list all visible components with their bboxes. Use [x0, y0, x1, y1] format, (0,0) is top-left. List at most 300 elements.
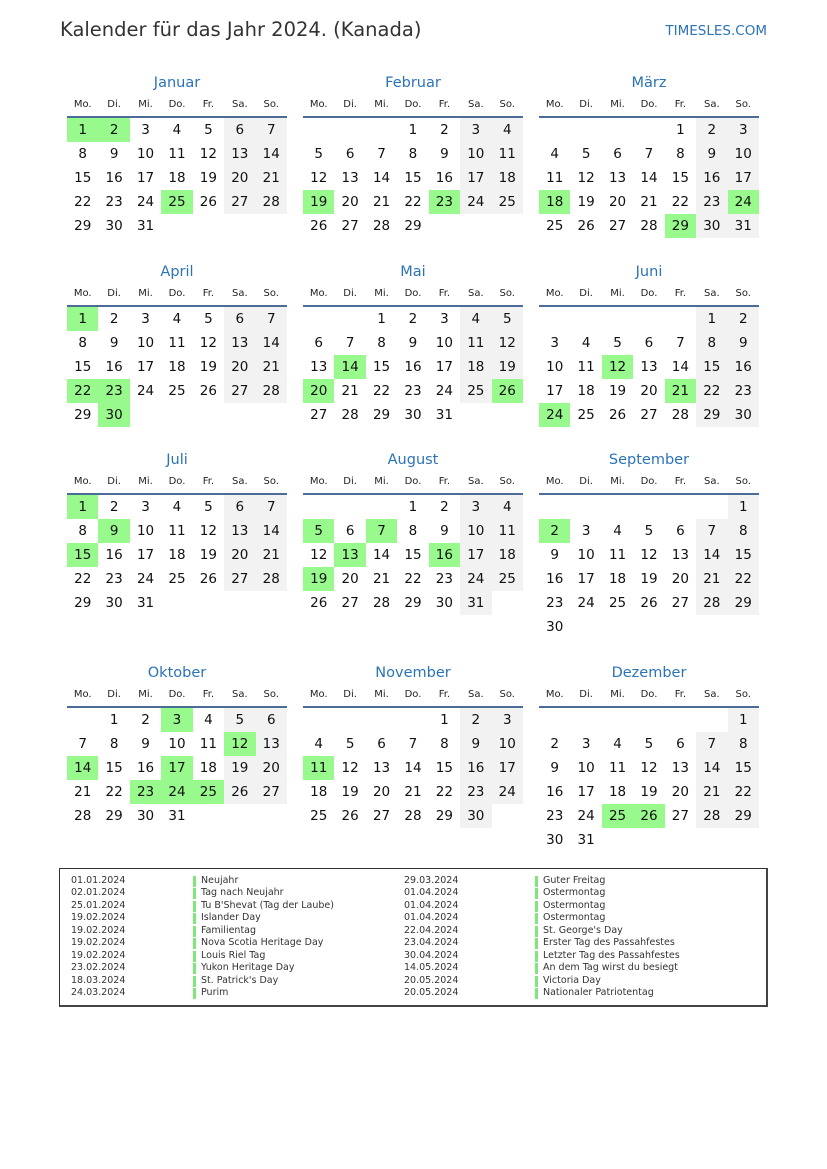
- weekday-label: Fr.: [202, 689, 215, 700]
- day-cell: 13: [224, 142, 255, 166]
- holiday-day-cell: 19: [303, 190, 334, 214]
- day-cell: 2: [460, 708, 491, 732]
- day-cell: 18: [310, 784, 328, 800]
- day-cell: 8: [78, 335, 87, 351]
- day-cell: 22: [74, 194, 92, 210]
- day-cell: 23: [546, 595, 564, 611]
- day-cell: 24: [460, 190, 491, 214]
- day-cell: 6: [676, 736, 685, 752]
- month-oktober: [67, 662, 287, 828]
- holiday-day-cell: 25: [602, 804, 633, 828]
- day-cell: 10: [546, 359, 564, 375]
- weekday-label: Sa.: [467, 476, 484, 487]
- weekday-label: Mo.: [545, 288, 564, 299]
- empty-cell: [539, 708, 570, 732]
- empty-cell: [602, 307, 633, 331]
- day-cell: 3: [460, 495, 491, 519]
- day-cell: 21: [696, 780, 727, 804]
- holiday-name: Nova Scotia Heritage Day: [201, 937, 324, 949]
- holiday-day-cell: 12: [224, 732, 255, 756]
- day-cell: 21: [256, 355, 287, 379]
- holiday-row: [71, 887, 401, 899]
- holiday-marker-icon: [193, 926, 196, 937]
- day-cell: 11: [168, 146, 186, 162]
- holiday-day-cell: 2: [98, 118, 129, 142]
- day-cell: 15: [671, 170, 689, 186]
- day-grid: [67, 118, 287, 238]
- day-cell: 9: [141, 736, 150, 752]
- weekday-label: Di.: [579, 689, 593, 700]
- holiday-day-cell: 13: [334, 543, 365, 567]
- holiday-name: Neujahr: [201, 875, 239, 886]
- day-cell: 8: [408, 523, 418, 539]
- day-cell: 18: [577, 383, 595, 399]
- day-cell: 20: [256, 756, 287, 780]
- weekday-header: [539, 94, 759, 118]
- empty-cell: [665, 495, 696, 519]
- holiday-day-cell: 12: [602, 355, 633, 379]
- holiday-day-cell: 23: [98, 379, 129, 403]
- day-cell: 2: [440, 122, 449, 138]
- month-name: November: [375, 665, 451, 681]
- day-cell: 12: [199, 146, 217, 162]
- holiday-day-cell: 5: [303, 519, 334, 543]
- day-cell: 24: [136, 383, 155, 399]
- day-cell: 25: [310, 808, 328, 824]
- weekday-label: Di.: [343, 476, 357, 487]
- day-cell: 18: [460, 355, 491, 379]
- holiday-name: Purim: [201, 986, 229, 998]
- day-cell: 4: [550, 146, 559, 162]
- holiday-column-left: [71, 875, 401, 999]
- day-cell: 17: [460, 543, 491, 567]
- empty-cell: [696, 495, 727, 519]
- day-cell: 28: [74, 808, 92, 824]
- day-cell: 14: [671, 359, 689, 375]
- day-cell: 11: [608, 760, 627, 776]
- day-cell: 30: [460, 804, 491, 828]
- weekday-label: Sa.: [703, 476, 720, 487]
- empty-cell: [602, 495, 633, 519]
- empty-cell: [570, 307, 601, 331]
- day-cell: 26: [341, 808, 359, 824]
- weekday-label: Di.: [343, 288, 357, 299]
- day-cell: 29: [404, 595, 422, 611]
- day-cell: 28: [640, 218, 658, 234]
- holiday-day-cell: 2: [539, 519, 570, 543]
- day-cell: 12: [577, 170, 595, 186]
- day-cell: 22: [372, 383, 391, 399]
- holiday-day-cell: 24: [728, 190, 759, 214]
- day-cell: 21: [696, 567, 727, 591]
- month-name: Oktober: [147, 665, 207, 681]
- holiday-name: Victoria Day: [543, 974, 601, 986]
- day-cell: 1: [408, 499, 418, 515]
- day-cell: 30: [404, 407, 422, 423]
- holiday-marker-icon: [193, 938, 196, 949]
- day-cell: 16: [404, 359, 422, 375]
- day-cell: 12: [640, 547, 658, 563]
- day-cell: 13: [671, 760, 689, 776]
- day-cell: 23: [728, 379, 759, 403]
- weekday-label: Mi.: [374, 476, 389, 487]
- month-juli: [67, 449, 287, 615]
- day-cell: 26: [608, 407, 627, 423]
- empty-cell: [334, 708, 365, 732]
- weekday-label: So.: [499, 99, 515, 110]
- weekday-label: Do.: [168, 689, 186, 700]
- day-cell: 18: [168, 170, 186, 186]
- day-cell: 28: [696, 591, 727, 615]
- day-cell: 28: [256, 379, 287, 403]
- holiday-day-cell: 25: [161, 190, 192, 214]
- weekday-label: So.: [735, 288, 751, 299]
- day-cell: 28: [256, 567, 287, 591]
- day-cell: 28: [696, 804, 727, 828]
- day-cell: 2: [696, 118, 727, 142]
- day-cell: 20: [224, 543, 255, 567]
- weekday-label: Sa.: [467, 99, 484, 110]
- day-cell: 16: [435, 170, 453, 186]
- empty-cell: [633, 495, 664, 519]
- day-cell: 9: [460, 732, 491, 756]
- day-cell: 20: [608, 194, 627, 210]
- day-grid: [303, 708, 523, 828]
- holiday-day-cell: 1: [67, 495, 98, 519]
- holiday-row: [71, 875, 401, 887]
- holiday-row: [404, 875, 744, 887]
- day-cell: 12: [640, 760, 658, 776]
- day-cell: 29: [728, 591, 759, 615]
- day-cell: 11: [199, 736, 217, 752]
- holiday-date: 01.01.2024: [71, 875, 126, 886]
- day-cell: 21: [74, 784, 92, 800]
- weekday-label: Fr.: [202, 99, 215, 110]
- weekday-label: Sa.: [231, 99, 248, 110]
- weekday-label: Mi.: [138, 476, 153, 487]
- day-cell: 16: [105, 547, 123, 563]
- day-cell: 24: [577, 595, 595, 611]
- day-grid: [67, 495, 287, 615]
- day-cell: 21: [341, 383, 359, 399]
- day-cell: 3: [141, 311, 150, 327]
- day-cell: 12: [310, 547, 328, 563]
- day-cell: 1: [728, 495, 759, 519]
- day-cell: 8: [408, 146, 418, 162]
- day-cell: 3: [550, 335, 559, 351]
- weekday-label: Fr.: [438, 476, 451, 487]
- day-cell: 29: [435, 808, 453, 824]
- day-cell: 9: [550, 547, 559, 563]
- weekday-label: Mi.: [374, 99, 389, 110]
- day-cell: 28: [404, 808, 422, 824]
- day-cell: 26: [224, 780, 255, 804]
- day-cell: 13: [608, 170, 627, 186]
- day-cell: 19: [199, 547, 217, 563]
- empty-cell: [633, 708, 664, 732]
- weekday-label: Fr.: [438, 689, 451, 700]
- empty-cell: [633, 118, 664, 142]
- day-cell: 4: [613, 523, 622, 539]
- day-cell: 24: [460, 567, 491, 591]
- weekday-label: Mo.: [309, 476, 328, 487]
- day-cell: 15: [372, 359, 391, 375]
- day-cell: 6: [644, 335, 654, 351]
- day-cell: 25: [168, 571, 186, 587]
- day-cell: 16: [460, 756, 491, 780]
- day-cell: 30: [546, 619, 564, 635]
- day-cell: 3: [728, 118, 759, 142]
- month-name: Februar: [385, 75, 441, 91]
- day-cell: 5: [345, 736, 355, 752]
- weekday-label: Fr.: [674, 99, 687, 110]
- brand-link[interactable]: TIMESLES.COM: [665, 23, 767, 39]
- weekday-label: So.: [263, 99, 279, 110]
- day-cell: 2: [141, 712, 150, 728]
- day-cell: 17: [546, 383, 564, 399]
- holiday-date: 02.01.2024: [71, 887, 126, 899]
- day-cell: 27: [224, 379, 255, 403]
- weekday-label: Mo.: [73, 99, 92, 110]
- day-cell: 7: [256, 118, 287, 142]
- day-cell: 31: [136, 218, 155, 234]
- holiday-marker-icon: [535, 938, 538, 949]
- day-cell: 7: [377, 146, 386, 162]
- day-cell: 23: [435, 571, 453, 587]
- weekday-label: Mi.: [610, 689, 625, 700]
- day-cell: 22: [696, 379, 727, 403]
- weekday-label: Do.: [640, 476, 658, 487]
- holiday-name: Islander Day: [201, 912, 261, 924]
- weekday-header: [303, 684, 523, 708]
- day-cell: 22: [404, 194, 422, 210]
- day-cell: 24: [492, 780, 523, 804]
- day-cell: 26: [199, 571, 217, 587]
- weekday-label: Sa.: [703, 689, 720, 700]
- day-cell: 2: [109, 499, 119, 515]
- month-name: September: [608, 452, 690, 468]
- holiday-date: 14.05.2024: [404, 962, 459, 974]
- day-cell: 29: [372, 407, 391, 423]
- weekday-label: Mo.: [545, 689, 564, 700]
- holiday-marker-icon: [535, 876, 538, 887]
- day-cell: 26: [577, 218, 595, 234]
- day-cell: 23: [546, 808, 564, 824]
- day-cell: 24: [136, 571, 155, 587]
- holiday-day-cell: 15: [67, 543, 98, 567]
- day-cell: 14: [256, 142, 287, 166]
- holiday-day-cell: 1: [67, 118, 98, 142]
- day-cell: 5: [644, 736, 654, 752]
- day-cell: 21: [372, 571, 391, 587]
- day-cell: 27: [608, 218, 627, 234]
- day-cell: 31: [168, 808, 186, 824]
- day-cell: 5: [204, 122, 213, 138]
- weekday-label: Sa.: [231, 288, 248, 299]
- holiday-marker-icon: [535, 963, 538, 974]
- day-cell: 12: [492, 331, 523, 355]
- day-cell: 12: [341, 760, 359, 776]
- month-name: Juli: [166, 452, 188, 468]
- day-cell: 7: [256, 307, 287, 331]
- weekday-label: Di.: [107, 99, 121, 110]
- day-cell: 29: [105, 808, 123, 824]
- weekday-label: So.: [263, 476, 279, 487]
- holiday-day-cell: 22: [67, 379, 98, 403]
- day-cell: 9: [440, 523, 449, 539]
- empty-cell: [366, 495, 397, 519]
- day-cell: 10: [435, 335, 453, 351]
- day-cell: 15: [74, 170, 92, 186]
- day-cell: 28: [372, 595, 391, 611]
- holiday-date: 25.01.2024: [71, 899, 126, 911]
- day-cell: 26: [199, 383, 217, 399]
- month-september: [539, 449, 759, 639]
- holiday-row: [71, 937, 401, 949]
- day-cell: 1: [109, 712, 119, 728]
- holiday-row: [71, 925, 401, 937]
- day-cell: 26: [310, 595, 328, 611]
- weekday-label: Sa.: [703, 99, 720, 110]
- day-cell: 10: [136, 523, 155, 539]
- month-name: August: [387, 452, 439, 468]
- empty-cell: [303, 495, 334, 519]
- holiday-marker-icon: [535, 888, 538, 899]
- day-cell: 7: [696, 519, 727, 543]
- month-mai: [303, 261, 523, 427]
- weekday-label: Mo.: [309, 99, 328, 110]
- day-cell: 19: [199, 170, 217, 186]
- weekday-label: Mo.: [73, 288, 92, 299]
- day-cell: 2: [440, 499, 449, 515]
- day-cell: 15: [74, 359, 92, 375]
- weekday-header: [67, 94, 287, 118]
- day-cell: 4: [204, 712, 213, 728]
- day-cell: 27: [671, 595, 689, 611]
- day-cell: 24: [577, 808, 595, 824]
- month-november: [303, 662, 523, 828]
- day-cell: 10: [460, 519, 491, 543]
- empty-cell: [539, 307, 570, 331]
- day-cell: 6: [345, 146, 355, 162]
- holiday-name: An dem Tag wirst du besiegt: [543, 962, 678, 974]
- weekday-header: [67, 684, 287, 708]
- day-cell: 7: [676, 335, 685, 351]
- day-cell: 3: [492, 708, 523, 732]
- weekday-label: Di.: [343, 99, 357, 110]
- month-juni: [539, 261, 759, 427]
- day-cell: 15: [696, 355, 727, 379]
- day-cell: 27: [224, 190, 255, 214]
- day-cell: 8: [440, 736, 449, 752]
- day-cell: 5: [204, 311, 213, 327]
- day-cell: 28: [256, 190, 287, 214]
- weekday-header: [303, 94, 523, 118]
- day-cell: 20: [224, 355, 255, 379]
- holiday-day-cell: 29: [665, 214, 696, 238]
- day-cell: 7: [408, 736, 418, 752]
- month-februar: [303, 72, 523, 238]
- day-cell: 12: [199, 523, 217, 539]
- holiday-row: [404, 900, 744, 912]
- day-cell: 4: [492, 118, 523, 142]
- day-cell: 1: [728, 708, 759, 732]
- holiday-marker-icon: [193, 888, 196, 899]
- empty-cell: [397, 708, 428, 732]
- day-cell: 17: [136, 359, 155, 375]
- weekday-label: Sa.: [467, 288, 484, 299]
- day-cell: 23: [105, 571, 123, 587]
- month-april: [67, 261, 287, 427]
- holiday-name: Tu B'Shevat (Tag der Laube): [201, 899, 334, 911]
- day-grid: [67, 307, 287, 427]
- holiday-date: 19.02.2024: [71, 937, 126, 949]
- day-cell: 23: [460, 780, 491, 804]
- day-cell: 15: [404, 170, 422, 186]
- day-cell: 22: [671, 194, 689, 210]
- day-cell: 27: [640, 407, 658, 423]
- day-cell: 5: [224, 708, 255, 732]
- day-cell: 22: [74, 571, 92, 587]
- day-cell: 26: [640, 595, 658, 611]
- weekday-label: Fr.: [674, 476, 687, 487]
- holiday-list: [59, 868, 768, 1007]
- month-januar: [67, 72, 287, 238]
- day-cell: 10: [728, 142, 759, 166]
- holiday-row: [404, 937, 744, 949]
- weekday-label: Do.: [168, 99, 186, 110]
- weekday-header: [303, 283, 523, 307]
- day-cell: 1: [696, 307, 727, 331]
- day-cell: 19: [492, 355, 523, 379]
- day-cell: 30: [105, 218, 123, 234]
- day-cell: 9: [109, 146, 119, 162]
- day-cell: 27: [256, 780, 287, 804]
- day-cell: 14: [372, 170, 391, 186]
- weekday-label: Sa.: [467, 689, 484, 700]
- day-cell: 17: [492, 756, 523, 780]
- day-cell: 1: [408, 122, 418, 138]
- day-cell: 29: [696, 403, 727, 427]
- day-cell: 1: [377, 311, 386, 327]
- holiday-date: 23.04.2024: [404, 937, 459, 949]
- day-grid: [539, 118, 759, 238]
- day-cell: 4: [314, 736, 323, 752]
- day-cell: 15: [728, 756, 759, 780]
- holiday-name: Guter Freitag: [543, 875, 606, 886]
- empty-cell: [334, 495, 365, 519]
- day-cell: 8: [78, 523, 87, 539]
- empty-cell: [334, 307, 365, 331]
- holiday-marker-icon: [535, 913, 538, 924]
- day-cell: 11: [492, 142, 523, 166]
- day-cell: 1: [440, 712, 449, 728]
- day-cell: 11: [577, 359, 595, 375]
- day-cell: 4: [460, 307, 491, 331]
- day-cell: 31: [728, 214, 759, 238]
- month-name: April: [160, 264, 194, 280]
- empty-cell: [303, 307, 334, 331]
- day-cell: 30: [105, 595, 123, 611]
- day-cell: 14: [256, 519, 287, 543]
- weekday-label: Mi.: [138, 689, 153, 700]
- holiday-day-cell: 24: [161, 780, 192, 804]
- holiday-day-cell: 3: [161, 708, 192, 732]
- day-cell: 12: [199, 335, 217, 351]
- holiday-row: [71, 975, 401, 987]
- holiday-date: 22.04.2024: [404, 924, 459, 936]
- day-cell: 25: [492, 567, 523, 591]
